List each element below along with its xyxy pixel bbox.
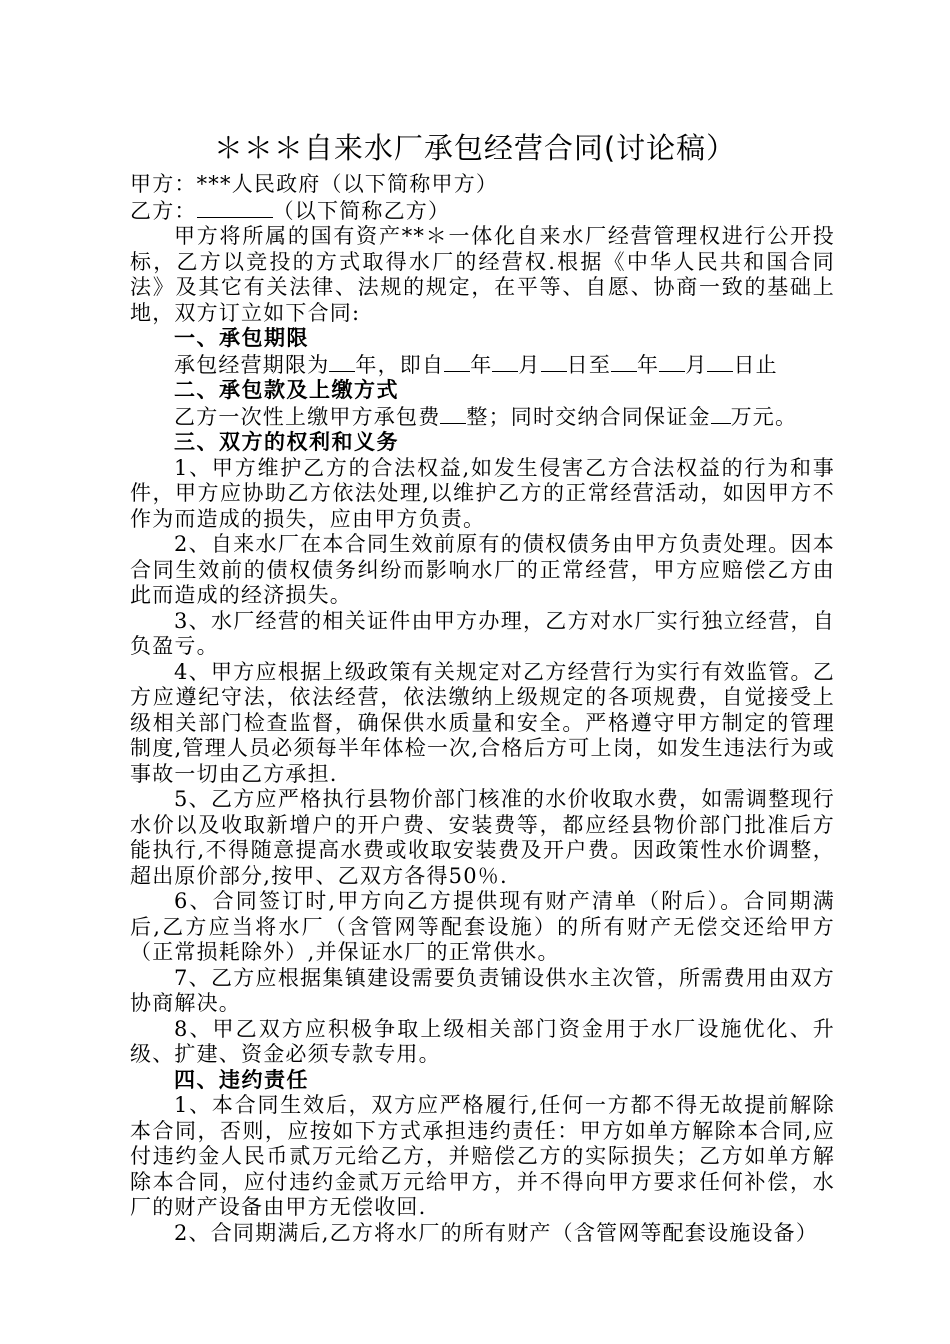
clause-paragraph: 2、合同期满后,乙方将水厂的所有财产（含管网等配套设施设备）: [174, 1220, 819, 1245]
term-text: 日至: [566, 352, 612, 377]
party-a-value: ***人民政府（以下简称甲方）: [196, 172, 499, 196]
term-text: 日止: [733, 352, 778, 377]
blank-field: [492, 352, 518, 372]
payment-text: 乙方一次性上缴甲方承包费: [174, 404, 441, 429]
blank-field: [329, 352, 355, 372]
party-b-value: （以下简称乙方）: [272, 198, 451, 223]
clause-paragraph: 1、本合同生效后，双方应严格履行,任何一方都不得无故提前解除本合同，否则，应按如下方式承担违约责任：甲方如单方解除本合同,应付违约金人民币贰万元给乙方，并赔偿乙方的实际损失；乙方如单方解除本合同，应付违约金贰万元给甲方，并不得向甲方要求任何补偿，水厂的财产设备由甲方无偿收回.: [130, 1093, 835, 1219]
blank-field: [440, 404, 466, 424]
section-heading-term: 一、承包期限: [174, 326, 309, 350]
clause-paragraph: 3、水厂经营的相关证件由甲方办理，乙方对水厂实行独立经营，自负盈亏。: [130, 608, 835, 658]
party-a-line: [130, 172, 835, 198]
party-a-label: 甲方：: [130, 172, 197, 196]
payment-text: 万元。: [730, 404, 798, 429]
blank-field: [611, 352, 637, 372]
term-text: 承包经营期限为: [174, 352, 330, 377]
blank-field: [444, 352, 470, 372]
term-text: 年: [637, 352, 660, 377]
clause-paragraph: 1、甲方维护乙方的合法权益,如发生侵害乙方合法权益的行为和事件，甲方应协助乙方依法处理,以维护乙方的正常经营活动，如因甲方不作为而造成的损失，应由甲方负责。: [130, 455, 835, 531]
document-body: [130, 172, 835, 1246]
term-text: 年，即自: [355, 352, 445, 377]
party-b-line: [130, 198, 835, 225]
blank-field: [541, 352, 567, 372]
payment-text: 整；同时交纳合同保证金: [466, 404, 711, 429]
payment-paragraph: [130, 404, 835, 431]
clause-paragraph: 6、合同签订时,甲方向乙方提供现有财产清单（附后）。合同期满后,乙方应当将水厂（含管网等配套设施）的所有财产无偿交还给甲方（正常损耗除外）,并保证水厂的正常供水。: [130, 889, 835, 964]
section-heading-rights: 三、双方的权利和义务: [174, 430, 399, 454]
clause-paragraph: 4、甲方应根据上级政策有关规定对乙方经营行为实行有效监管。乙方应遵纪守法，依法经营，依法缴纳上级规定的各项规费，自觉接受上级相关部门检查监督，确保供水质量和安全。严格遵守甲方制定的管理制度,管理人员必须每半年体检一次,合格后方可上岗，如发生违法行为或事故一切由乙方承担.: [130, 659, 835, 786]
section-heading-liability: 四、违约责任: [174, 1067, 309, 1092]
term-text: 月: [518, 352, 541, 377]
document-title: ＊＊＊自来水厂承包经营合同(讨论稿）: [213, 131, 737, 165]
preamble-paragraph: 甲方将所属的国有资产**＊一体化自来水厂经营管理权进行公开投标，乙方以竞投的方式取得水厂的经营权.根据《中华人民共和国合同法》及其它有关法律、法规的规定，在平等、自愿、协商一致的基础上地，双方订立如下合同:: [130, 224, 835, 325]
term-paragraph: [130, 352, 835, 379]
section-heading-payment: 二、承包款及上缴方式: [174, 378, 399, 402]
clause-paragraph: 5、乙方应严格执行县物价部门核准的水价收取水费，如需调整现行水价以及收取新增户的开户费、安装费等，都应经县物价部门批准后方能执行,不得随意提高水费或收取安装费及开户费。因政策性水价调整，超出原价部分,按甲、乙双方各得50％.: [130, 787, 835, 888]
blank-field: [711, 404, 731, 424]
blank-field: [707, 352, 733, 372]
clause-paragraph: 2、自来水厂在本合同生效前原有的债权债务由甲方负责处理。因本合同生效前的债权债务纠纷而影响水厂的正常经营，甲方应赔偿乙方由此而造成的经济损失。: [130, 532, 835, 607]
term-text: 月: [685, 352, 708, 377]
clause-paragraph: 8、甲乙双方应积极争取上级相关部门资金用于水厂设施优化、升级、扩建、资金必须专款专用。: [130, 1016, 835, 1066]
blank-field: [659, 352, 685, 372]
party-b-blank: [197, 198, 273, 218]
party-b-label: 乙方：: [130, 198, 197, 223]
clause-paragraph: 7、乙方应根据集镇建设需要负责铺设供水主次管，所需费用由双方协商解决。: [130, 965, 835, 1015]
term-text: 年: [470, 352, 493, 377]
